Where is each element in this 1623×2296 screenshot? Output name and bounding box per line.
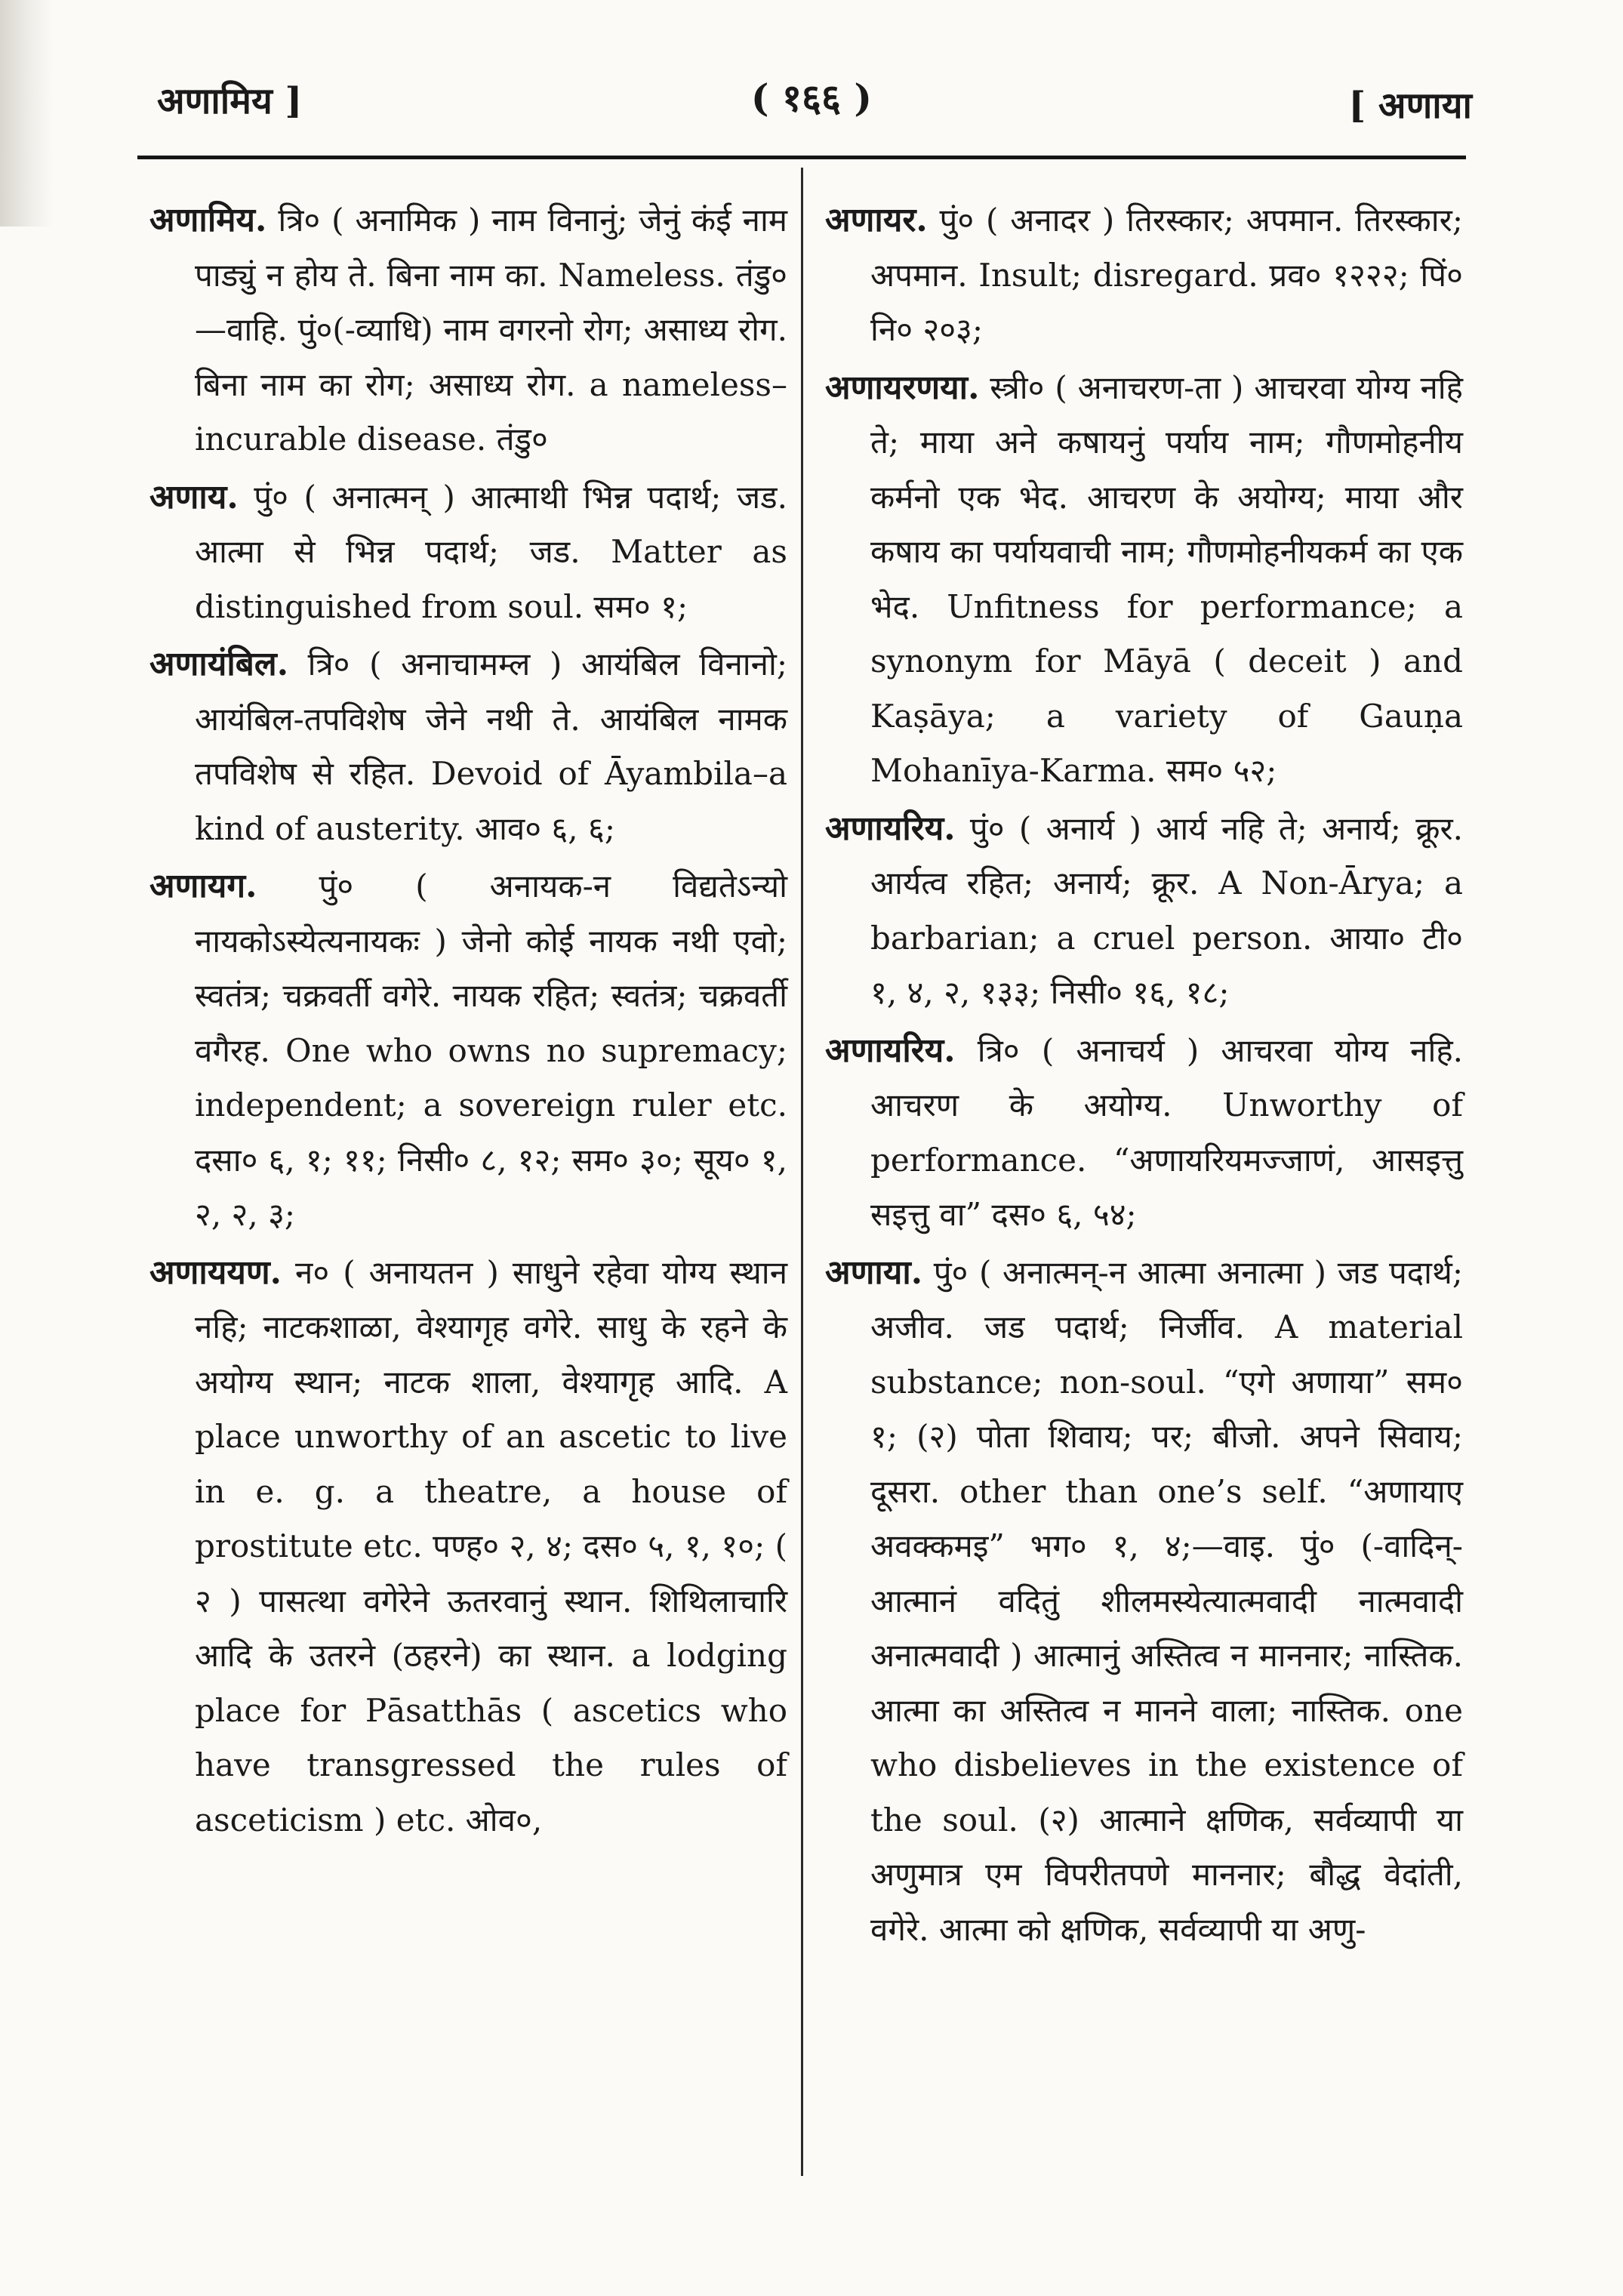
entry-body: त्रि० ( अनाचामम्ल ) आयंबिल विनानो; आयंबिल-तपविशेष जेने नथी ते. आयंबिल नामक तपविशेष से रहित. Devoid of Āyambila–a kind of austerity. आव० ६, ६; [195, 646, 787, 847]
dictionary-entry [825, 1024, 1463, 1243]
entry-headword: अणायंबिल. [149, 645, 289, 683]
entry-body: त्रि० ( अनाचर्य ) आचरवा योग्य नहि. आचरण के अयोग्य. Unworthy of performance. “अणायरियमज्जाणं, आसइत्तु सइत्तु वा” दस० ६, ५४; [870, 1031, 1463, 1233]
entry-headword: अणायरिय. [825, 809, 956, 848]
entry-headword: अणाया. [825, 1253, 923, 1292]
dictionary-entry [149, 1246, 787, 1848]
running-head-right: [ अणाया [1348, 85, 1472, 127]
column-divider [801, 168, 803, 2176]
dictionary-entry [825, 802, 1463, 1021]
entry-headword: अणाययण. [149, 1253, 282, 1292]
entry-body: पुं० ( अनात्मन्-न आत्मा अनात्मा ) जड पदार्थ; अजीव. जड पदार्थ; निर्जीव. A material substance; non-soul. “एगे अणाया” सम० १; (२) पोता शिवाय; पर; बीजो. अपने सिवाय; दूसरा. other than one’s self. “अणायाए अवक्कमइ” भग० १, ४;—वाइ. पुं० (-वादिन्-आत्मानं वदितुं शीलमस्येत्यात्मवादी नात्मवादी अनात्मवादी ) आत्मानुं अस्तित्व न माननार; नास्तिक. आत्मा का अस्तित्व न मानने वाला; नास्तिक. one who disbelieves in the existence of the soul. (२) आत्माने क्षणिक, सर्वव्यापी या अणुमात्र एम विपरीतपणे माननार; बौद्ध वेदांती, वगेरे. आत्मा को क्षणिक, सर्वव्यापी या अणु- [870, 1253, 1463, 1948]
running-head [143, 60, 1480, 143]
dictionary-entry [149, 470, 787, 635]
left-column [149, 193, 787, 1851]
dictionary-entry [149, 193, 787, 467]
running-head-left: अणामिय ] [157, 80, 303, 122]
dictionary-entry [149, 859, 787, 1243]
entry-headword: अणायरिय. [825, 1031, 956, 1070]
header-rule [137, 156, 1466, 159]
entry-headword: अणायग. [149, 867, 257, 905]
entry-body: पुं० ( अनायक-न विद्यतेऽन्यो नायकोऽस्येत्यनायकः ) जेनो कोई नायक नथी एवो; स्वतंत्र; चक्रवर्ती वगेरे. नायक रहित; स्वतंत्र; चक्रवर्ती वगैरह. One who owns no supremacy; independent; a sovereign ruler etc. दसा० ६, १; ११; निसी० ८, १२; सम० ३०; सूय० १, २, २, ३; [195, 868, 787, 1233]
entry-headword: अणाय. [149, 477, 239, 516]
dictionary-entry [825, 1246, 1463, 1958]
entry-body: स्त्री० ( अनाचरण-ता ) आचरवा योग्य नहि ते; माया अने कषायनुं पर्याय नाम; गौणमोहनीय कर्मनो एक भेद. आचरण के अयोग्य; माया और कषाय का पर्यायवाची नाम; गौणमोहनीयकर्म का एक भेद. Unfitness for performance; a synonym for Māyā ( deceit ) and Kaṣāya; a variety of Gauṇa Mohanīya-Karma. सम० ५२; [870, 368, 1463, 789]
entry-body: त्रि० ( अनामिक ) नाम विनानुं; जेनुं कंई नाम पाड्युं न होय ते. बिना नाम का. Nameless. तंडु०—वाहि. पुं०(-व्याधि) नाम वगरनो रोग; असाध्य रोग. बिना नाम का रोग; असाध्य रोग. a nameless–incurable disease. तंडु० [195, 202, 787, 458]
dictionary-entry [825, 361, 1463, 799]
right-column [825, 193, 1463, 1960]
entry-headword: अणायर. [825, 201, 928, 239]
entry-body: पुं० ( अनात्मन् ) आत्माथी भिन्न पदार्थ; जड. आत्मा से भिन्न पदार्थ; जड. Matter as distinguished from soul. सम० १; [195, 478, 787, 625]
dictionary-entry [149, 637, 787, 856]
entry-headword: अणायरणया. [825, 368, 980, 407]
entry-headword: अणामिय. [149, 201, 267, 239]
page-number: ( १६६ ) [750, 76, 873, 120]
entry-body: पुं० ( अनादर ) तिरस्कार; अपमान. तिरस्कार; अपमान. Insult; disregard. प्रव० १२२२; पिं० नि० २०३; [870, 202, 1463, 348]
dictionary-entry [825, 193, 1463, 358]
entry-body: पुं० ( अनार्य ) आर्य नहि ते; अनार्य; क्रूर. आर्यत्व रहित; अनार्य; क्रूर. A Non-Ārya; a barbarian; a cruel person. आया० टी० १, ४, २, १३३; निसी० १६, १८; [870, 809, 1463, 1011]
scan-edge-shadow [0, 0, 53, 227]
entry-body: न० ( अनायतन ) साधुने रहेवा योग्य स्थान नहि; नाटकशाळा, वेश्यागृह वगेरे. साधु के रहने के अयोग्य स्थान; नाटक शाला, वेश्यागृह आदि. A place unworthy of an ascetic to live in e. g. a theatre, a house of prostitute etc. पण्ह० २, ४; दस० ५, १, १०; ( २ ) पासत्था वगेरेने ऊतरवानुं स्थान. शिथिलाचारि आदि के उतरने (ठहरने) का स्थान. a lodging place for Pāsatthās ( ascetics who have transgressed the rules of asceticism ) etc. ओव०, [195, 1253, 787, 1838]
